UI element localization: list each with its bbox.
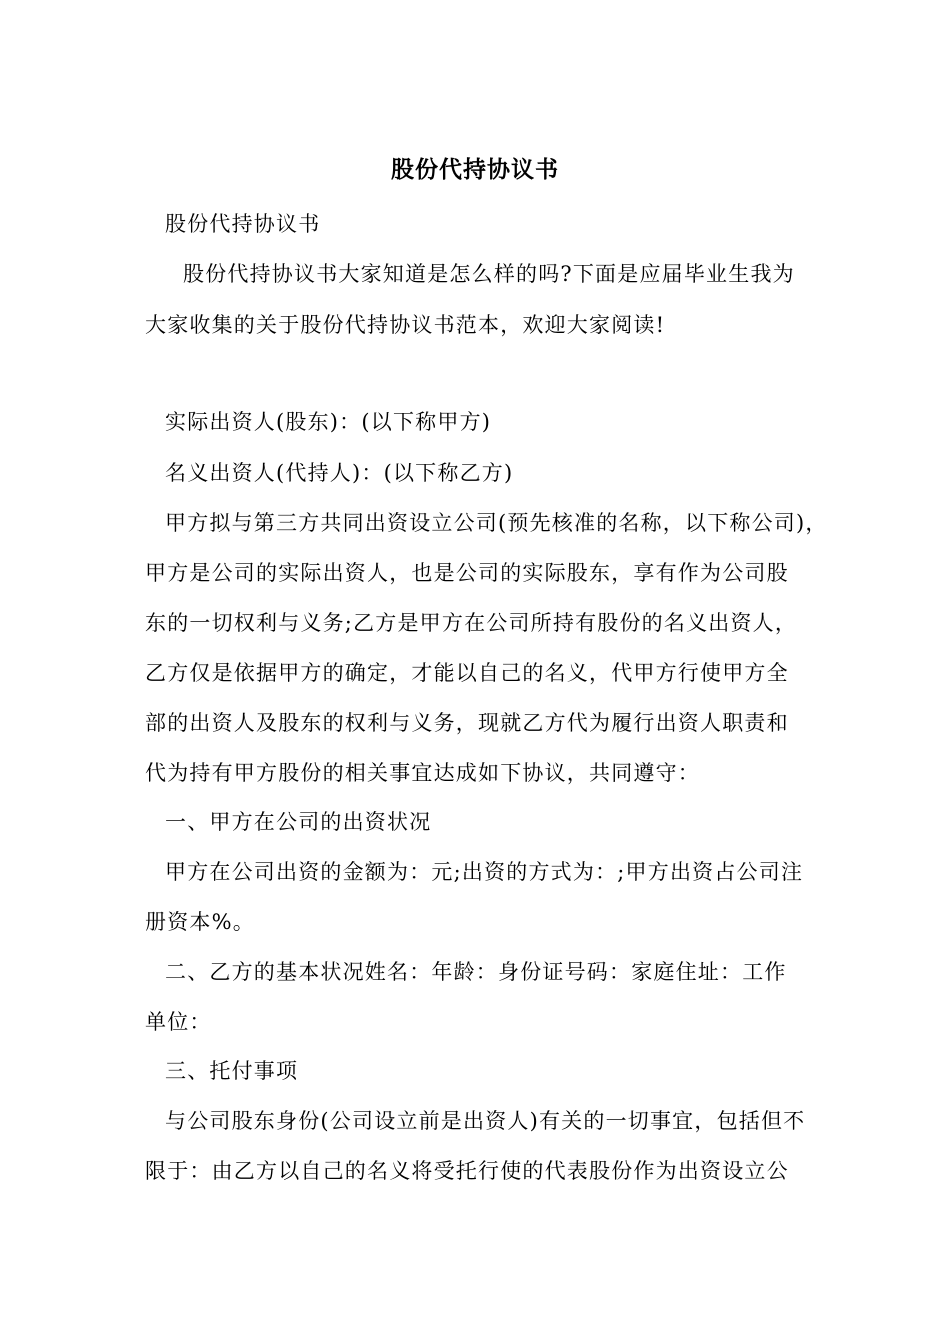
party-b-line: 名义出资人(代持人)：(以下称乙方): [165, 461, 514, 485]
paragraph-line: 东的一切权利与义务;乙方是甲方在公司所持有股份的名义出资人，: [145, 611, 798, 635]
paragraph-line: 甲方是公司的实际出资人，也是公司的实际股东，享有作为公司股: [145, 561, 789, 585]
paragraph-line: 与公司股东身份(公司设立前是出资人)有关的一切事宜，包括但不: [165, 1109, 806, 1133]
paragraph-line: 甲方拟与第三方共同出资设立公司(预先核准的名称，以下称公司)，: [165, 511, 828, 535]
paragraph-line: 册资本%。: [145, 910, 255, 934]
paragraph-line: 部的出资人及股东的权利与义务，现就乙方代为履行出资人职责和: [145, 711, 789, 735]
section-heading-2: 二、乙方的基本状况姓名：年龄：身份证号码：家庭住址：工作: [165, 960, 787, 984]
section-heading-1: 一、甲方在公司的出资状况: [165, 810, 432, 834]
paragraph-line: 代为持有甲方股份的相关事宜达成如下协议，共同遵守：: [145, 761, 700, 785]
paragraph-line: 单位：: [145, 1010, 212, 1034]
intro-line-1: 股份代持协议书大家知道是怎么样的吗?下面是应届毕业生我为: [183, 262, 795, 286]
intro-line-2: 大家收集的关于股份代持协议书范本，欢迎大家阅读!: [145, 313, 666, 337]
document-title: 股份代持协议书: [391, 156, 559, 183]
section-heading-3: 三、托付事项: [165, 1059, 299, 1083]
subtitle-line: 股份代持协议书: [165, 212, 321, 236]
paragraph-line: 甲方在公司出资的金额为：元;出资的方式为：;甲方出资占公司注: [165, 860, 804, 884]
paragraph-line: 乙方仅是依据甲方的确定，才能以自己的名义，代甲方行使甲方全: [145, 661, 789, 685]
paragraph-line: 限于：由乙方以自己的名义将受托行使的代表股份作为出资设立公: [145, 1159, 789, 1183]
party-a-line: 实际出资人(股东)：(以下称甲方): [165, 410, 492, 434]
